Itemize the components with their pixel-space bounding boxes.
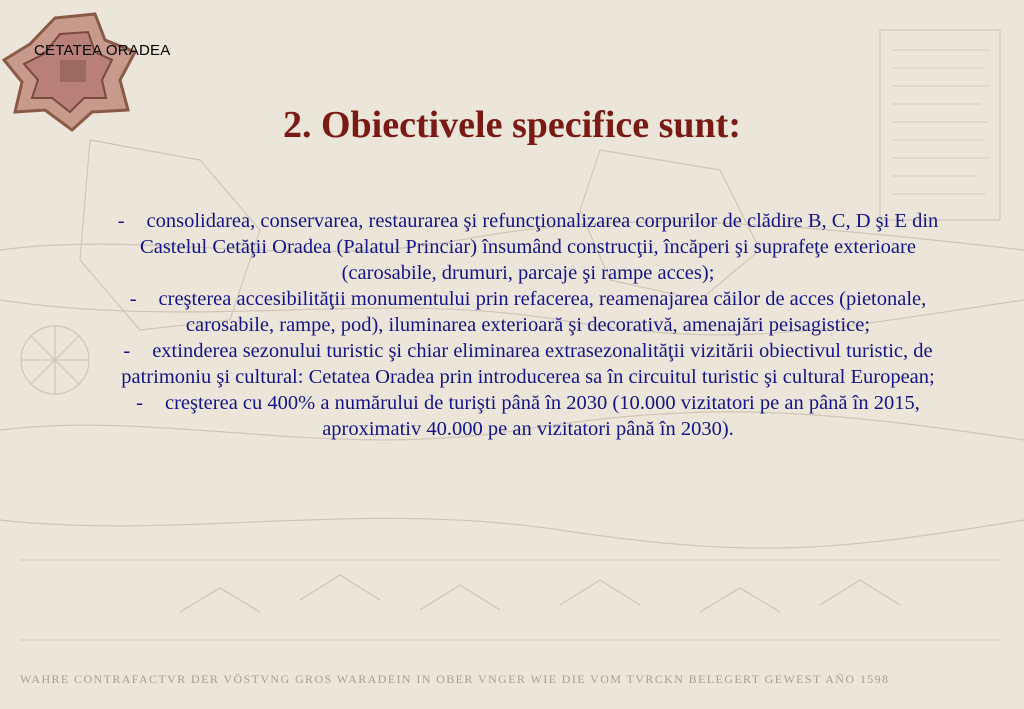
bullet-marker: - bbox=[117, 210, 125, 232]
objective-item bbox=[95, 286, 961, 338]
bullet-marker: - bbox=[129, 288, 137, 310]
slide-title: 2. Obiectivele specifice sunt: bbox=[282, 104, 741, 146]
map-caption: WAHRE CONTRAFACTVR DER VÖSTVNG GROS WARADEIN IN OBER VNGER WIE DIE VOM TVRCKN BELEGERT GEWEST AÑO 1598 bbox=[20, 672, 890, 686]
objective-item bbox=[95, 390, 961, 442]
objective-text: extinderea sezonului turistic şi chiar eliminarea extrasezonalităţii vizitării obiectivul turistic, de patrimoniu şi cultural: Cetatea Oradea prin introducerea sa în circuitul turistic şi cultural European; bbox=[121, 340, 935, 388]
objectives-list bbox=[95, 208, 961, 442]
objective-item bbox=[95, 208, 961, 286]
objective-item bbox=[95, 338, 961, 390]
objective-text: creşterea accesibilităţii monumentului prin refacerea, reamenajarea căilor de acces (pietonale, carosabile, rampe, pod), iluminarea exterioară şi decorativă, amenajări peisagistice; bbox=[158, 288, 927, 336]
bullet-marker: - bbox=[123, 340, 131, 362]
objective-text: creşterea cu 400% a numărului de turişti până în 2030 (10.000 vizitatori pe an până în 2015, aproximativ 40.000 pe an vizitatori până în 2030). bbox=[164, 392, 920, 440]
badge-label: CETATEA ORADEA bbox=[34, 42, 171, 59]
bullet-marker: - bbox=[136, 392, 143, 414]
objective-text: consolidarea, conservarea, restaurarea şi refuncţionalizarea corpurilor de clădire B, C, D şi E din Castelul Cetăţii Oradea (Palatul Princiar) însumând construcţii, încăperi şi suprafeţe exterioare (carosabile, drumuri, parcaje şi rampe acces); bbox=[140, 210, 939, 284]
